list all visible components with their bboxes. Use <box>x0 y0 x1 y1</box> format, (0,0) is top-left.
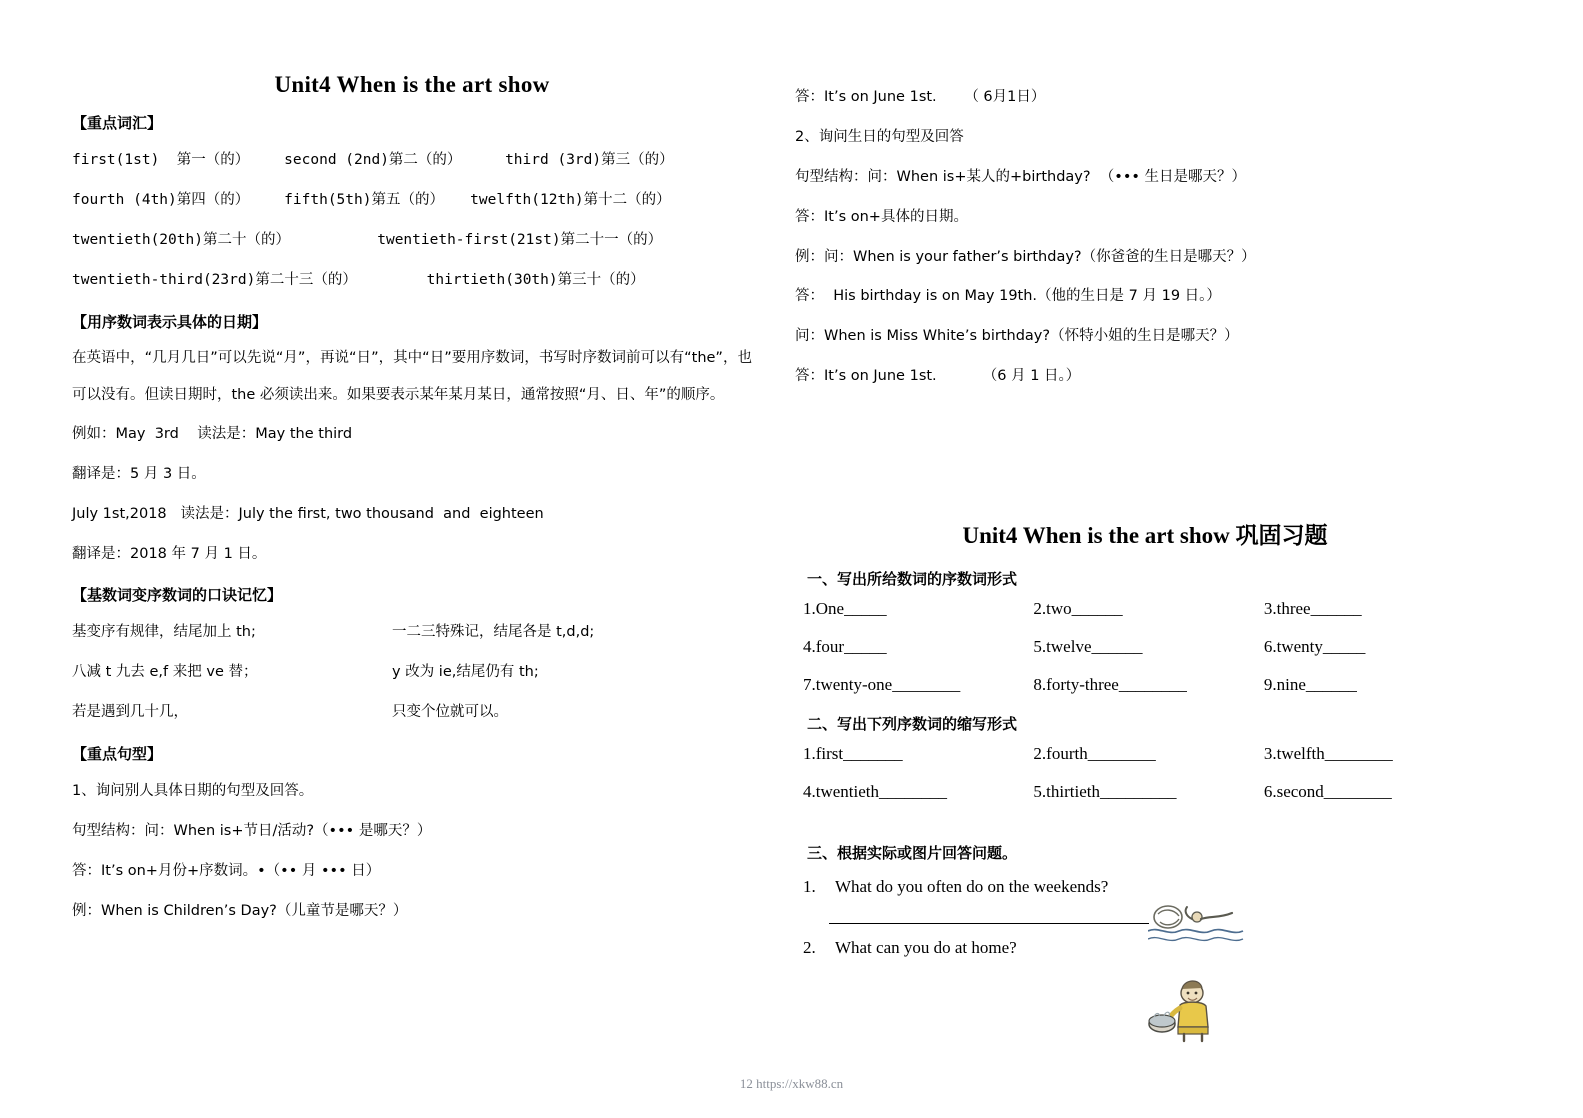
example-line: 翻译是：2018 年 7 月 1 日。 <box>72 545 267 562</box>
exercise-2-row <box>795 744 1495 764</box>
mnemonic-row <box>72 613 752 653</box>
pattern-line: 1、询问别人具体日期的句型及回答。 <box>72 783 314 799</box>
pattern-answer-line: 答：It’s on June 1st. （ 6月1日） <box>795 89 1046 105</box>
exercise-1-row <box>795 637 1495 657</box>
mnemonic-left: 若是遇到几十几， <box>72 704 188 721</box>
vocab-line: twentieth(20th)第二十（的） twentieth-first(21st)第二十一（的） <box>72 231 663 248</box>
exercise-item[interactable]: 7.twenty-one________ <box>803 675 961 694</box>
mnemonic-right: 只变个位就可以。 <box>392 704 508 721</box>
exercise-item[interactable]: 8.forty-three________ <box>1033 675 1187 694</box>
pattern-line: 例：When is Children’s Day?（儿童节是哪天？） <box>72 902 408 919</box>
mnemonic-list <box>72 613 752 733</box>
question-number: 2. <box>803 938 816 957</box>
exercise-title: Unit4 When is the art show 巩固习题 <box>962 523 1328 548</box>
pattern-line: 答：It’s on+具体的日期。 <box>795 208 968 225</box>
pattern-line: 答： His birthday is on May 19th.（他的生日是 7 月 19 日。） <box>795 288 1221 305</box>
exercise-item[interactable]: 1.One_____ <box>803 599 887 618</box>
mnemonic-left: 八减 t 九去 e,f 来把 ve 替； <box>72 664 258 681</box>
ordinal-dates-paragraph: 在英语中，“几月几日”可以先说“月”，再说“日”，其中“日”要用序数词，书写时序数词前可以有“the”，也可以没有。但读日期时，the 必须读出来。如果要表示某年某月某日，通常按照“月、日、年”的顺序。 <box>72 349 752 404</box>
washing-clipart <box>1140 975 1236 1043</box>
vocab-line: twentieth-third(23rd)第二十三（的） thirtieth(30th)第三十（的） <box>72 271 645 288</box>
exercise-2-row <box>795 782 1495 802</box>
example-line: July 1st,2018 读法是：July the first, two thousand and eighteen <box>72 505 544 522</box>
mnemonic-row <box>72 693 752 733</box>
exercise-item[interactable]: 4.four_____ <box>803 637 887 656</box>
pattern-line: 句型结构：问：When is+某人的+birthday? （••• 生日是哪天？） <box>795 168 1247 185</box>
vocab-line: first(1st) 第一（的） second (2nd)第二（的） third (3rd)第三（的） <box>72 152 674 168</box>
mnemonic-row <box>72 653 752 693</box>
mnemonic-right: 一二三特殊记，结尾各是 t,d,d; <box>392 624 595 641</box>
pattern-line: 句型结构：问：When is+节日/活动?（••• 是哪天？） <box>72 822 432 839</box>
exercise-item[interactable]: 2.fourth________ <box>1033 744 1156 763</box>
exercise-2-heading: 二、写出下列序数词的缩写形式 <box>807 715 1018 733</box>
exercise-item[interactable]: 2.two______ <box>1033 599 1123 618</box>
exercise-item[interactable]: 6.twenty_____ <box>1263 637 1366 656</box>
exercise-item[interactable]: 3.twelfth________ <box>1263 744 1393 763</box>
page-title: Unit4 When is the art show <box>274 72 550 97</box>
swimmer-clipart <box>1148 900 1244 948</box>
heading-key-vocabulary: 【重点词汇】 <box>72 114 163 132</box>
exercise-3-heading: 三、根据实际或图片回答问题。 <box>807 844 1018 862</box>
right-column <box>795 0 1495 964</box>
example-line: 例如：May 3rd 读法是：May the third <box>72 425 353 442</box>
pattern-line: 答：It’s on+月份+序数词。•（•• 月 ••• 日） <box>72 862 381 879</box>
exercise-item[interactable]: 3.three______ <box>1263 599 1362 618</box>
left-column <box>72 0 752 932</box>
pattern-line: 2、询问生日的句型及回答 <box>795 128 964 145</box>
exercise-item[interactable]: 1.first_______ <box>803 744 903 763</box>
question-text: What can you do at home? <box>834 938 1017 957</box>
exercise-item[interactable]: 9.nine______ <box>1263 675 1357 694</box>
exercise-item[interactable]: 5.thirtieth_________ <box>1033 782 1177 801</box>
pattern-line: 例：问：When is your father’s birthday?（你爸爸的生日是哪天？） <box>795 248 1256 265</box>
pattern-line: 问：When is Miss White’s birthday?（怀特小姐的生日是哪天？） <box>795 328 1239 345</box>
footer-watermark: 12 https://xkw88.cn <box>739 1076 844 1091</box>
answer-blank[interactable] <box>829 905 1149 924</box>
question-number: 1. <box>803 877 816 896</box>
question-text: What do you often do on the weekends? <box>834 877 1109 896</box>
heading-ordinal-dates: 【用序数词表示具体的日期】 <box>72 312 268 331</box>
vocab-line: fourth (4th)第四（的） fifth(5th)第五（的） twelfth(12th)第十二（的） <box>72 191 671 208</box>
pattern-line: 答：It’s on June 1st. （6 月 1 日。） <box>795 368 1081 385</box>
mnemonic-left: 基变序有规律，结尾加上 th; <box>72 624 256 641</box>
exercise-3-question <box>803 877 1495 897</box>
exercise-1-heading: 一、写出所给数词的序数词形式 <box>807 570 1018 588</box>
exercise-item[interactable]: 4.twentieth________ <box>803 782 948 801</box>
exercise-item[interactable]: 6.second________ <box>1263 782 1392 801</box>
exercise-1-row <box>795 599 1495 619</box>
exercise-1-row <box>795 675 1495 695</box>
example-line: 翻译是：5 月 3 日。 <box>72 465 206 482</box>
exercise-item[interactable]: 5.twelve______ <box>1033 637 1143 656</box>
heading-key-patterns: 【重点句型】 <box>72 745 163 763</box>
section-spacer <box>795 397 1495 483</box>
heading-mnemonic: 【基数词变序数词的口诀记忆】 <box>72 586 283 605</box>
mnemonic-right: y 改为 ie,结尾仍有 th; <box>392 664 539 681</box>
